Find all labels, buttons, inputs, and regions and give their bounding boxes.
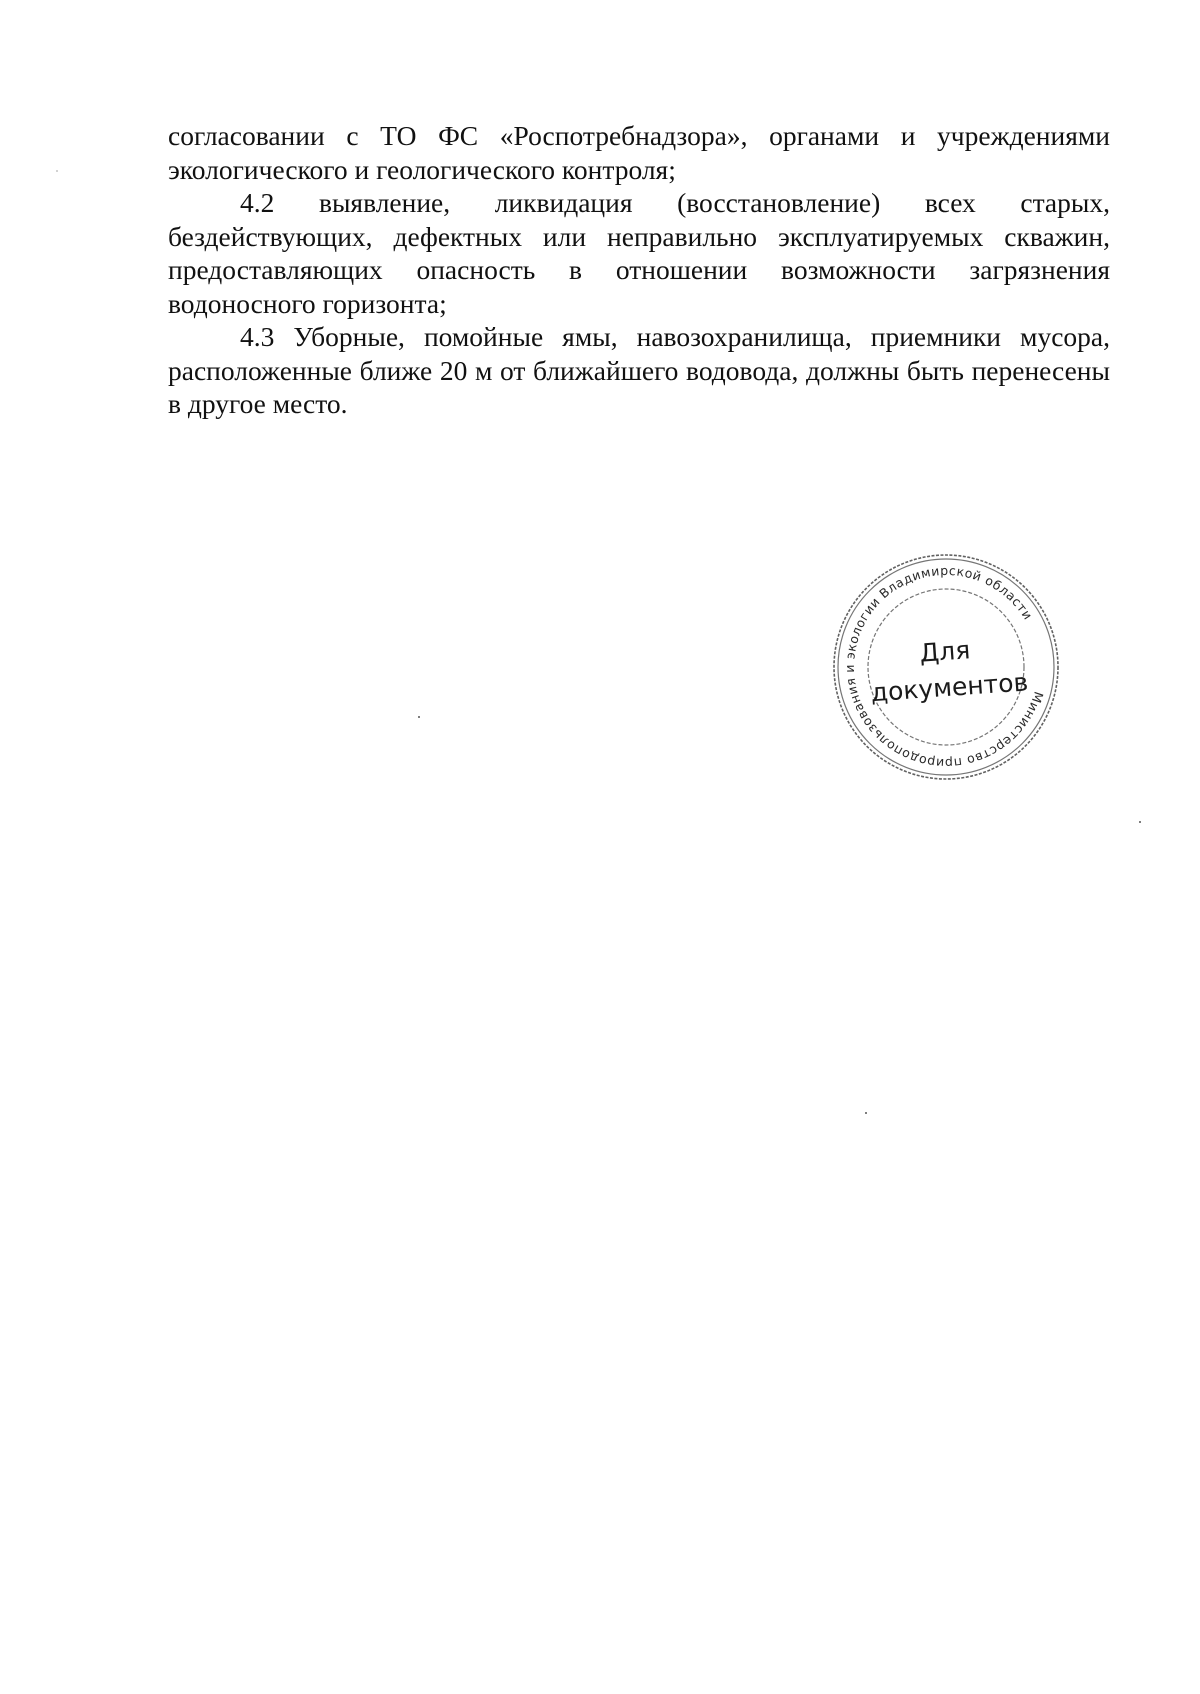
scan-speck [418, 716, 420, 718]
stamp-seal-graphic [826, 547, 1066, 787]
paragraph-continuation: согласовании с ТО ФС «Роспотребнадзора», органами и учреждениями экологического и геологического контроля; [168, 120, 1110, 185]
scan-speck [865, 1112, 867, 1114]
stamp-ring-text: Министерство природопользования и экологии Владимирской области [841, 562, 1047, 772]
paragraph-item-4-3: 4.3 Уборные, помойные ямы, навозохранилища, приемники мусора, расположенные ближе 20 м от ближайшего водовода, должны быть перенесены в другое место. [168, 321, 1110, 419]
scan-speck [56, 170, 58, 172]
stamp-center-line-2: документов [869, 667, 1030, 708]
scan-speck [1139, 821, 1141, 823]
document-body [168, 119, 1110, 421]
stamp-inner-ring [868, 589, 1024, 745]
paragraph-item-4-2: 4.2 выявление, ликвидация (восстановление) всех старых, бездействующих, дефектных или неправильно эксплуатируемых скважин, предоставляющих опасность в отношении возможности загрязнения водоносного горизонта; [168, 187, 1110, 319]
official-stamp [826, 547, 1066, 787]
stamp-center-line-1: Для [918, 635, 972, 668]
